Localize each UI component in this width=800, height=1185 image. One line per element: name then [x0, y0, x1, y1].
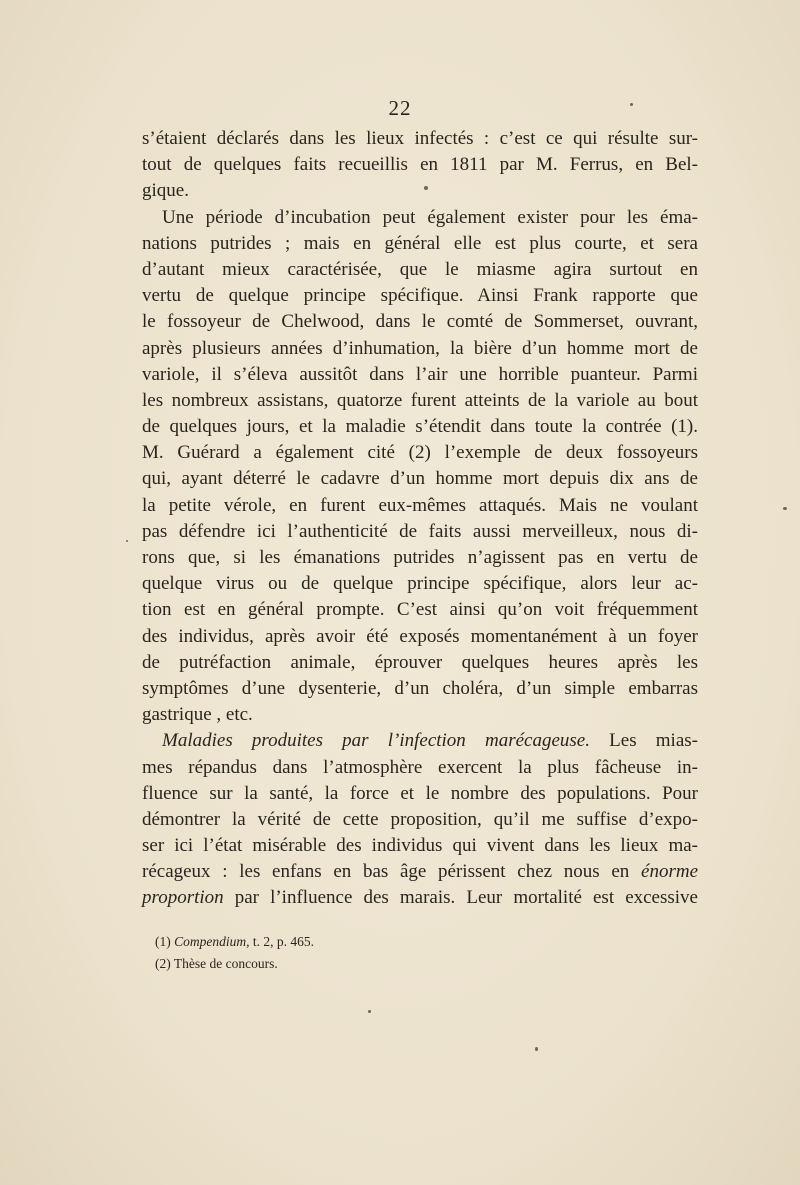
line-text: gastrique , etc. [142, 704, 253, 726]
page-number: 22 [388, 96, 412, 120]
line-text: le fossoyeur de Chelwood, dans le comté de Sommerset, ouvrant, [142, 311, 698, 333]
text-line [142, 283, 698, 309]
text-line [142, 257, 698, 283]
text-line [142, 728, 698, 754]
text-line [142, 676, 698, 702]
line-text: M. Guérard a également cité (2) l’exemple de deux fossoyeurs [142, 442, 698, 464]
footnote [155, 931, 555, 953]
line-text: Une période d’incubation peut également exister pour les éma- [162, 206, 698, 228]
line-text: symptômes d’une dysenterie, d’un choléra, d’un simple embarras [142, 677, 698, 699]
italic-text: énorme [641, 861, 698, 883]
line-text: de quelques jours, et la maladie s’étendit dans toute la contrée (1). [142, 416, 698, 438]
line-text: démontrer la vérité de cette proposition, qu’il me suffise d’expo- [142, 808, 698, 830]
text-line [142, 571, 698, 597]
text-line [142, 466, 698, 492]
footnote-text: t. 2, p. 465. [249, 934, 315, 949]
footnote-italic: Compendium, [174, 934, 250, 949]
line-text: les nombreux assistans, quatorze furent atteints de la variole au bout [142, 389, 698, 411]
text-line [142, 755, 698, 781]
text-line [142, 362, 698, 388]
line-text: tout de quelques faits recueillis en 1811 par M. Ferrus, en Bel- [142, 154, 698, 176]
line-text: pas défendre ici l’authenticité de faits aussi merveilleux, nous di- [142, 520, 698, 542]
line-text: tion est en général prompte. C’est ainsi qu’on voit fréquemment [142, 599, 698, 621]
line-text: après plusieurs années d’inhumation, la bière d’un homme mort de [142, 337, 698, 359]
text-line [142, 388, 698, 414]
italic-text: Maladies produites par l’infection marécageuse. [162, 730, 590, 752]
text-line [142, 833, 698, 859]
text-line [142, 650, 698, 676]
paper-speck [368, 1010, 371, 1013]
line-text: mes répandus dans l’atmosphère exercent la plus fâcheuse in- [142, 756, 698, 778]
text-line [142, 624, 698, 650]
text-line [142, 597, 698, 623]
line-text: d’autant mieux caractérisée, que le miasme agira surtout en [142, 258, 698, 280]
text-line [142, 519, 698, 545]
line-text: des individus, après avoir été exposés momentanément à un foyer [142, 625, 698, 647]
line-text: récageux : les enfans en bas âge périssent chez nous en [142, 861, 642, 883]
paper-speck [126, 540, 128, 542]
text-line [142, 493, 698, 519]
line-text: la petite vérole, en furent eux-mêmes attaqués. Mais ne voulant [142, 494, 698, 516]
line-text: s’étaient déclarés dans les lieux infectés : c’est ce qui résulte sur- [142, 128, 698, 149]
line-text: gique. [142, 180, 189, 202]
text-line [142, 152, 698, 178]
footnote-text: Thèse de concours. [173, 956, 278, 971]
line-text: fluence sur la santé, la force et le nombre des populations. Pour [142, 782, 698, 804]
text-line [142, 414, 698, 440]
text-line [142, 231, 698, 257]
line-text: qui, ayant déterré le cadavre d’un homme mort depuis dix ans de [142, 468, 698, 490]
text-line [142, 336, 698, 362]
text-line [142, 885, 698, 911]
text-line [142, 178, 698, 204]
italic-text: proportion [142, 887, 224, 909]
line-text: vertu de quelque principe spécifique. Ainsi Frank rapporte que [142, 285, 698, 307]
footnote [155, 953, 555, 975]
line-text: variole, il s’éleva aussitôt dans l’air une horrible puanteur. Parmi [142, 363, 698, 385]
text-line [142, 781, 698, 807]
line-text: Les mias- [589, 730, 698, 752]
paper-speck [535, 1047, 538, 1051]
line-text: par l’influence des marais. Leur mortalité est excessive [223, 887, 698, 909]
text-line [142, 126, 698, 152]
line-text: de putréfaction animale, éprouver quelques heures après les [142, 651, 698, 673]
paper-speck [783, 507, 787, 510]
footnotes [155, 931, 555, 975]
line-text: nations putrides ; mais en général elle est plus courte, et sera [142, 232, 698, 254]
footnote-marker: (2) [155, 956, 171, 971]
footnote-marker: (1) [155, 934, 171, 949]
line-text: rons que, si les émanations putrides n’agissent pas en vertu de [142, 547, 698, 568]
text-line [142, 807, 698, 833]
text-line [142, 309, 698, 335]
paper-speck [424, 186, 428, 190]
paper-speck [630, 103, 633, 106]
text-line [142, 440, 698, 466]
text-line [142, 205, 698, 231]
line-text: quelque virus ou de quelque principe spécifique, alors leur ac- [142, 573, 698, 595]
text-line [142, 702, 698, 728]
body-text [142, 126, 698, 912]
line-text: ser ici l’état misérable des individus qui vivent dans les lieux ma- [142, 835, 698, 857]
text-line [142, 545, 698, 571]
text-line [142, 859, 698, 885]
